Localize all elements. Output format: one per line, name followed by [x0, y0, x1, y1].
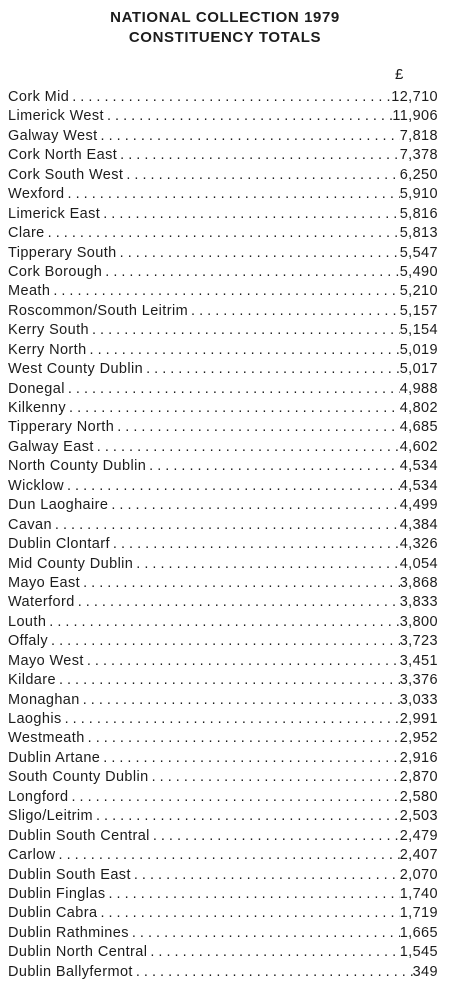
list-item	[8, 924, 438, 943]
dot-leader	[146, 457, 400, 476]
constituency-total: 2,870	[399, 769, 438, 786]
dot-leader	[52, 516, 400, 535]
list-item	[8, 846, 438, 865]
constituency-name: Monaghan	[8, 691, 80, 708]
dot-leader	[66, 399, 400, 418]
dot-leader	[65, 185, 400, 204]
list-item	[8, 768, 438, 787]
constituency-name: Meath	[8, 283, 51, 300]
constituency-total: 1,545	[399, 944, 438, 961]
constituency-total: 5,157	[399, 302, 438, 319]
constituency-name: Mayo West	[8, 652, 84, 669]
constituency-total: 5,019	[399, 341, 438, 358]
dot-leader	[143, 360, 400, 379]
constituency-total: 7,378	[399, 147, 438, 164]
dot-leader	[188, 302, 400, 321]
constituency-total: 5,813	[399, 225, 438, 242]
constituency-name: Limerick East	[8, 205, 101, 222]
list-item	[8, 904, 438, 923]
constituency-name: Cavan	[8, 516, 52, 533]
dot-leader	[80, 574, 400, 593]
constituency-name: Roscommon/South Leitrim	[8, 302, 189, 319]
constituency-name: Kilkenny	[8, 400, 67, 416]
constituency-name: Waterford	[8, 594, 75, 611]
dot-leader	[62, 710, 400, 729]
constituency-total: 2,503	[399, 808, 438, 825]
constituency-total: 1,740	[399, 885, 438, 902]
list-item	[8, 943, 438, 962]
constituency-name: Galway West	[8, 127, 98, 144]
dot-leader	[110, 535, 400, 554]
list-item	[8, 88, 438, 107]
list-item	[8, 749, 438, 768]
list-item	[8, 263, 438, 282]
constituency-total: 7,818	[399, 127, 438, 144]
list-item	[8, 593, 438, 612]
constituency-name: Wexford	[8, 186, 65, 203]
constituency-total: 4,499	[399, 497, 438, 514]
constituency-total: 2,952	[399, 730, 438, 747]
constituency-total: 3,868	[399, 574, 438, 591]
constituency-total: 5,154	[399, 322, 438, 339]
constituency-name: Limerick West	[8, 108, 104, 125]
dot-leader	[105, 885, 399, 904]
list-item	[8, 360, 438, 379]
constituency-total: 2,580	[399, 788, 438, 805]
constituency-name: Sligo/Leitrim	[8, 808, 93, 825]
list-item	[8, 632, 438, 651]
list-item	[8, 827, 438, 846]
list-item	[8, 341, 438, 360]
constituency-name: Louth	[8, 613, 47, 630]
constituency-total: 11,906	[392, 108, 438, 125]
constituency-name: Wicklow	[8, 477, 64, 494]
dot-leader	[102, 263, 399, 282]
dot-leader	[48, 632, 400, 651]
constituency-total: 5,017	[399, 361, 438, 378]
dot-leader	[46, 613, 399, 632]
constituency-name: Dublin Cabra	[8, 905, 98, 922]
list-item	[8, 205, 438, 224]
dot-leader	[149, 768, 400, 787]
constituency-total: 4,534	[399, 477, 438, 494]
list-item	[8, 127, 438, 146]
constituency-total: 4,602	[399, 438, 438, 455]
dot-leader	[104, 107, 392, 126]
constituency-name: Dublin Clontarf	[8, 536, 110, 553]
constituency-name: Galway East	[8, 438, 94, 455]
constituency-name: Dublin South Central	[8, 827, 150, 844]
list-item	[8, 535, 438, 554]
constituency-total: 3,376	[399, 672, 438, 689]
dot-leader	[147, 943, 399, 962]
dot-leader	[114, 418, 400, 437]
constituency-name: West County Dublin	[8, 361, 144, 378]
constituency-total: 2,916	[399, 749, 438, 766]
dot-leader	[80, 691, 400, 710]
list-item	[8, 107, 438, 126]
dot-leader	[108, 496, 399, 515]
constituency-total: 5,490	[399, 263, 438, 280]
list-item	[8, 691, 438, 710]
constituency-total: 3,033	[399, 691, 438, 708]
constituency-name: Cork Borough	[8, 263, 103, 280]
constituency-name: South County Dublin	[8, 769, 149, 786]
list-item	[8, 574, 438, 593]
constituency-name: Dublin Artane	[8, 749, 101, 766]
list-item	[8, 438, 438, 457]
constituency-name: North County Dublin	[8, 458, 147, 475]
list-item	[8, 613, 438, 632]
list-item	[8, 457, 438, 476]
list-item	[8, 244, 438, 263]
constituency-name: Dublin Rathmines	[8, 924, 129, 941]
constituency-total: 5,816	[399, 205, 438, 222]
list-item	[8, 380, 438, 399]
list-item	[8, 302, 438, 321]
constituency-total: 4,685	[399, 419, 438, 436]
constituency-total: 2,479	[399, 827, 438, 844]
constituency-name: Cork North East	[8, 147, 118, 164]
constituency-name: Tipperary South	[8, 244, 117, 261]
dot-leader	[68, 788, 399, 807]
list-item	[8, 788, 438, 807]
currency-header: £	[395, 66, 404, 83]
list-item	[8, 807, 438, 826]
constituency-name: Mayo East	[8, 574, 81, 591]
constituency-total: 2,991	[399, 711, 438, 727]
list-item	[8, 166, 438, 185]
constituency-total: 5,210	[399, 283, 438, 300]
document-subtitle: CONSTITUENCY TOTALS	[128, 29, 322, 46]
list-item	[8, 866, 438, 885]
dot-leader	[69, 88, 391, 107]
list-item	[8, 146, 438, 165]
constituency-name: Kerry North	[8, 341, 87, 358]
constituency-total: 4,802	[399, 400, 438, 416]
dot-leader	[123, 166, 399, 185]
list-item	[8, 729, 438, 748]
dot-leader	[87, 341, 400, 360]
dot-leader	[89, 321, 400, 340]
dot-leader	[129, 924, 400, 943]
dot-leader	[131, 866, 400, 885]
list-item	[8, 496, 438, 515]
constituency-total: 1,719	[399, 905, 438, 922]
constituency-total: 4,534	[399, 458, 438, 475]
dot-leader	[84, 652, 400, 671]
list-item	[8, 671, 438, 690]
constituency-name: Offaly	[8, 633, 49, 650]
list-item	[8, 418, 438, 437]
constituency-total: 2,070	[399, 866, 438, 883]
list-item	[8, 652, 438, 671]
dot-leader	[133, 555, 399, 574]
constituency-name: Dublin Finglas	[8, 885, 106, 902]
constituency-total: 3,833	[399, 594, 438, 611]
list-item	[8, 710, 438, 729]
constituency-name: Kildare	[8, 672, 56, 689]
list-item	[8, 224, 438, 243]
dot-leader	[75, 593, 400, 612]
dot-leader	[65, 380, 400, 399]
dot-leader	[117, 244, 400, 263]
dot-leader	[45, 224, 400, 243]
constituency-name: Dublin North Central	[8, 944, 148, 961]
constituency-name: Cork Mid	[8, 89, 70, 105]
constituency-name: Mid County Dublin	[8, 555, 134, 572]
list-item	[8, 282, 438, 301]
dot-leader	[93, 807, 400, 826]
list-item	[8, 321, 438, 340]
dot-leader	[98, 127, 400, 146]
dot-leader	[56, 671, 400, 690]
constituency-list	[8, 88, 438, 982]
constituency-name: Dublin Ballyfermot	[8, 963, 133, 980]
constituency-total: 3,723	[399, 633, 438, 650]
constituency-name: Laoghis	[8, 711, 62, 727]
dot-leader	[150, 827, 400, 846]
constituency-total: 4,384	[399, 516, 438, 533]
dot-leader	[117, 146, 400, 165]
constituency-total: 12,710	[391, 89, 438, 105]
list-item	[8, 516, 438, 535]
constituency-total: 3,451	[399, 652, 438, 669]
constituency-total: 3,800	[399, 613, 438, 630]
constituency-name: Carlow	[8, 847, 56, 864]
constituency-name: Longford	[8, 788, 69, 805]
document-title: NATIONAL COLLECTION 1979	[110, 9, 340, 26]
constituency-total: 4,326	[399, 536, 438, 553]
constituency-name: Kerry South	[8, 322, 89, 339]
constituency-total: 349	[412, 963, 438, 980]
constituency-total: 2,407	[399, 847, 438, 864]
constituency-total: 5,547	[399, 244, 438, 261]
constituency-name: Tipperary North	[8, 419, 115, 436]
constituency-total: 4,988	[399, 380, 438, 397]
dot-leader	[64, 477, 400, 496]
list-item	[8, 963, 438, 982]
constituency-total: 1,665	[399, 924, 438, 941]
dot-leader	[100, 749, 399, 768]
list-item	[8, 885, 438, 904]
dot-leader	[85, 729, 400, 748]
constituency-total: 6,250	[399, 166, 438, 183]
constituency-name: Donegal	[8, 380, 65, 397]
dot-leader	[100, 205, 399, 224]
list-item	[8, 399, 438, 418]
constituency-total: 5,910	[399, 186, 438, 203]
constituency-name: Cork South West	[8, 166, 124, 183]
list-item	[8, 185, 438, 204]
dot-leader	[50, 282, 399, 301]
list-item	[8, 555, 438, 574]
constituency-name: Dun Laoghaire	[8, 497, 109, 514]
dot-leader	[97, 904, 399, 923]
dot-leader	[56, 846, 400, 865]
constituency-name: Clare	[8, 225, 45, 242]
dot-leader	[94, 438, 400, 457]
dot-leader	[133, 963, 413, 982]
constituency-name: Dublin South East	[8, 866, 131, 883]
constituency-total: 4,054	[399, 555, 438, 572]
constituency-name: Westmeath	[8, 730, 85, 747]
list-item	[8, 477, 438, 496]
